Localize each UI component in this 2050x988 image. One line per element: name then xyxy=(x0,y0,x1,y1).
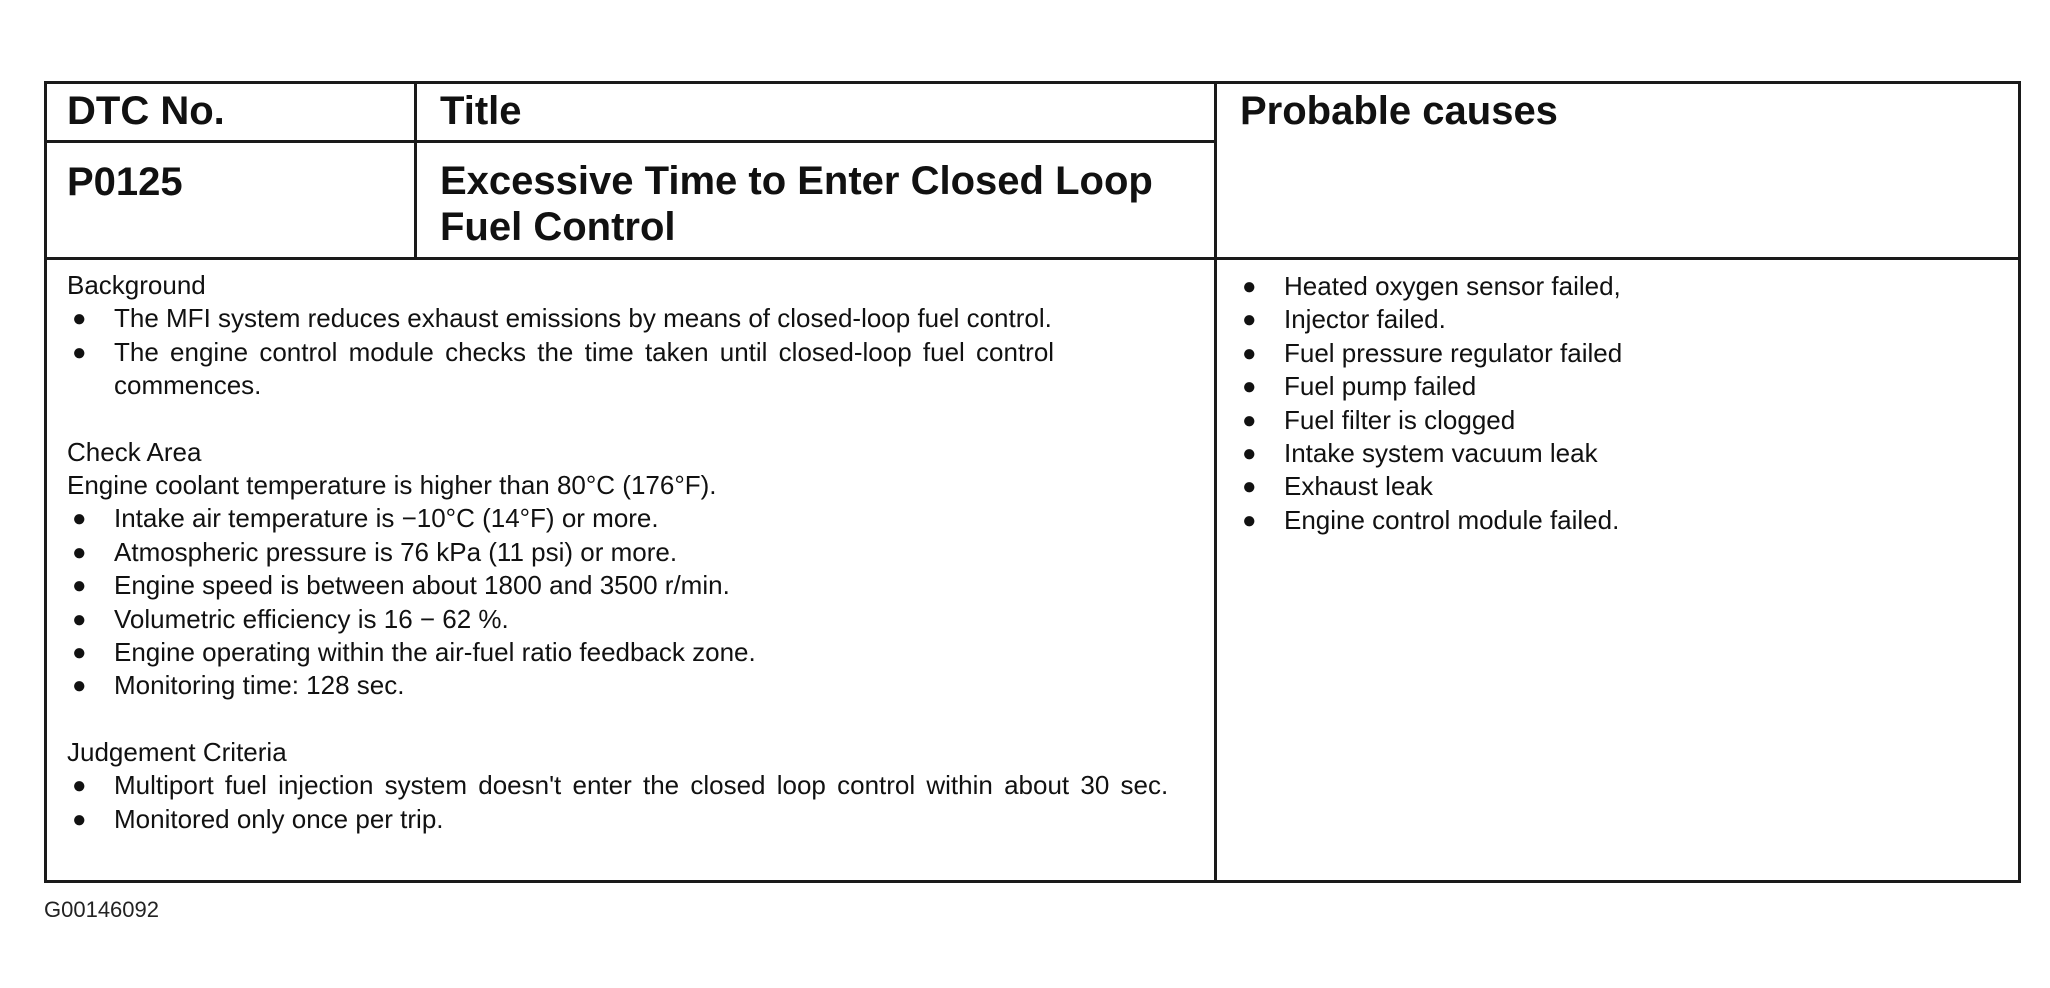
list-item xyxy=(1237,437,1997,470)
list-item xyxy=(67,636,1207,669)
dtc-code: P0125 xyxy=(67,160,183,204)
cause-item-5: Fuel filter is clogged xyxy=(1284,404,1516,435)
bullet-icon: ● xyxy=(72,772,87,800)
background-heading: Background xyxy=(67,270,206,300)
bullet-icon: ● xyxy=(72,305,87,333)
judgement-heading: Judgement Criteria xyxy=(67,736,287,767)
cause-item-4: Fuel pump failed xyxy=(1284,371,1477,402)
cause-item-3: Fuel pressure regulator failed xyxy=(1284,337,1623,368)
bullet-icon: ● xyxy=(72,338,87,366)
bullet-icon: ● xyxy=(72,605,87,633)
divider-header-row xyxy=(44,140,1214,143)
check-area-item-6: Monitoring time: 128 sec. xyxy=(114,670,405,701)
judgement-item-2: Monitored only once per trip. xyxy=(114,803,444,834)
description-block xyxy=(67,269,1207,836)
bullet-icon: ● xyxy=(72,538,87,566)
bullet-icon: ● xyxy=(1242,406,1257,434)
check-area-item-2: Atmospheric pressure is 76 kPa (11 psi) or more. xyxy=(114,536,678,567)
bullet-icon: ● xyxy=(72,639,87,667)
bullet-icon: ● xyxy=(72,805,87,833)
cause-item-2: Injector failed. xyxy=(1284,304,1446,335)
check-area-item-3: Engine speed is between about 1800 and 3500 r/min. xyxy=(114,570,730,601)
bullet-icon: ● xyxy=(1242,440,1257,468)
cause-item-8: Engine control module failed. xyxy=(1284,504,1620,535)
list-item xyxy=(1237,270,1997,303)
probable-causes-header: Probable causes xyxy=(1240,89,1558,133)
bullet-icon: ● xyxy=(1242,273,1257,300)
bullet-icon: ● xyxy=(72,505,87,533)
background-item-1: The MFI system reduces exhaust emissions by means of closed-loop fuel control. xyxy=(114,303,1052,334)
probable-causes-list xyxy=(1237,270,1997,537)
list-item xyxy=(67,603,1207,636)
figure-code: G00146092 xyxy=(44,897,159,922)
dtc-title: Excessive Time to Enter Closed Loop Fuel Control xyxy=(440,159,1153,249)
list-item xyxy=(67,803,1207,836)
divider-dtc-title xyxy=(414,81,417,260)
divider-title-body xyxy=(44,257,2021,260)
bullet-icon: ● xyxy=(72,572,87,600)
judgement-item-1: Multiport fuel injection system doesn't enter the closed loop control within about 30 sec. xyxy=(114,770,1169,801)
list-item xyxy=(67,336,1207,403)
check-area-item-1: Intake air temperature is −10°C (14°F) or more. xyxy=(114,503,659,534)
list-item xyxy=(1237,303,1997,336)
cause-item-1: Heated oxygen sensor failed, xyxy=(1284,271,1621,301)
check-area-item-4: Volumetric efficiency is 16 − 62 %. xyxy=(114,603,509,634)
check-area-item-5: Engine operating within the air-fuel ratio feedback zone. xyxy=(114,637,756,668)
bullet-icon: ● xyxy=(1242,473,1257,501)
check-area-heading: Check Area xyxy=(67,436,202,467)
list-item xyxy=(67,302,1207,335)
check-area-intro: Engine coolant temperature is higher than 80°C (176°F). xyxy=(67,470,717,501)
bullet-icon: ● xyxy=(1242,373,1257,401)
list-item xyxy=(1237,470,1997,503)
bullet-icon: ● xyxy=(72,672,87,700)
title-header: Title xyxy=(440,89,522,133)
list-item xyxy=(67,536,1207,569)
list-item xyxy=(67,502,1207,535)
list-item xyxy=(67,569,1207,602)
cause-item-6: Intake system vacuum leak xyxy=(1284,438,1598,469)
dtc-no-header: DTC No. xyxy=(67,89,225,133)
list-item xyxy=(1237,370,1997,403)
divider-title-causes xyxy=(1214,81,1217,883)
list-item xyxy=(67,769,1207,802)
list-item xyxy=(1237,337,1997,370)
bullet-icon: ● xyxy=(1242,506,1257,534)
bullet-icon: ● xyxy=(1242,306,1257,334)
list-item xyxy=(1237,404,1997,437)
list-item xyxy=(67,669,1207,702)
bullet-icon: ● xyxy=(1242,339,1257,367)
list-item xyxy=(1237,504,1997,537)
background-item-2: The engine control module checks the time taken until closed-loop fuel control commences. xyxy=(114,336,1055,401)
cause-item-7: Exhaust leak xyxy=(1284,471,1433,502)
